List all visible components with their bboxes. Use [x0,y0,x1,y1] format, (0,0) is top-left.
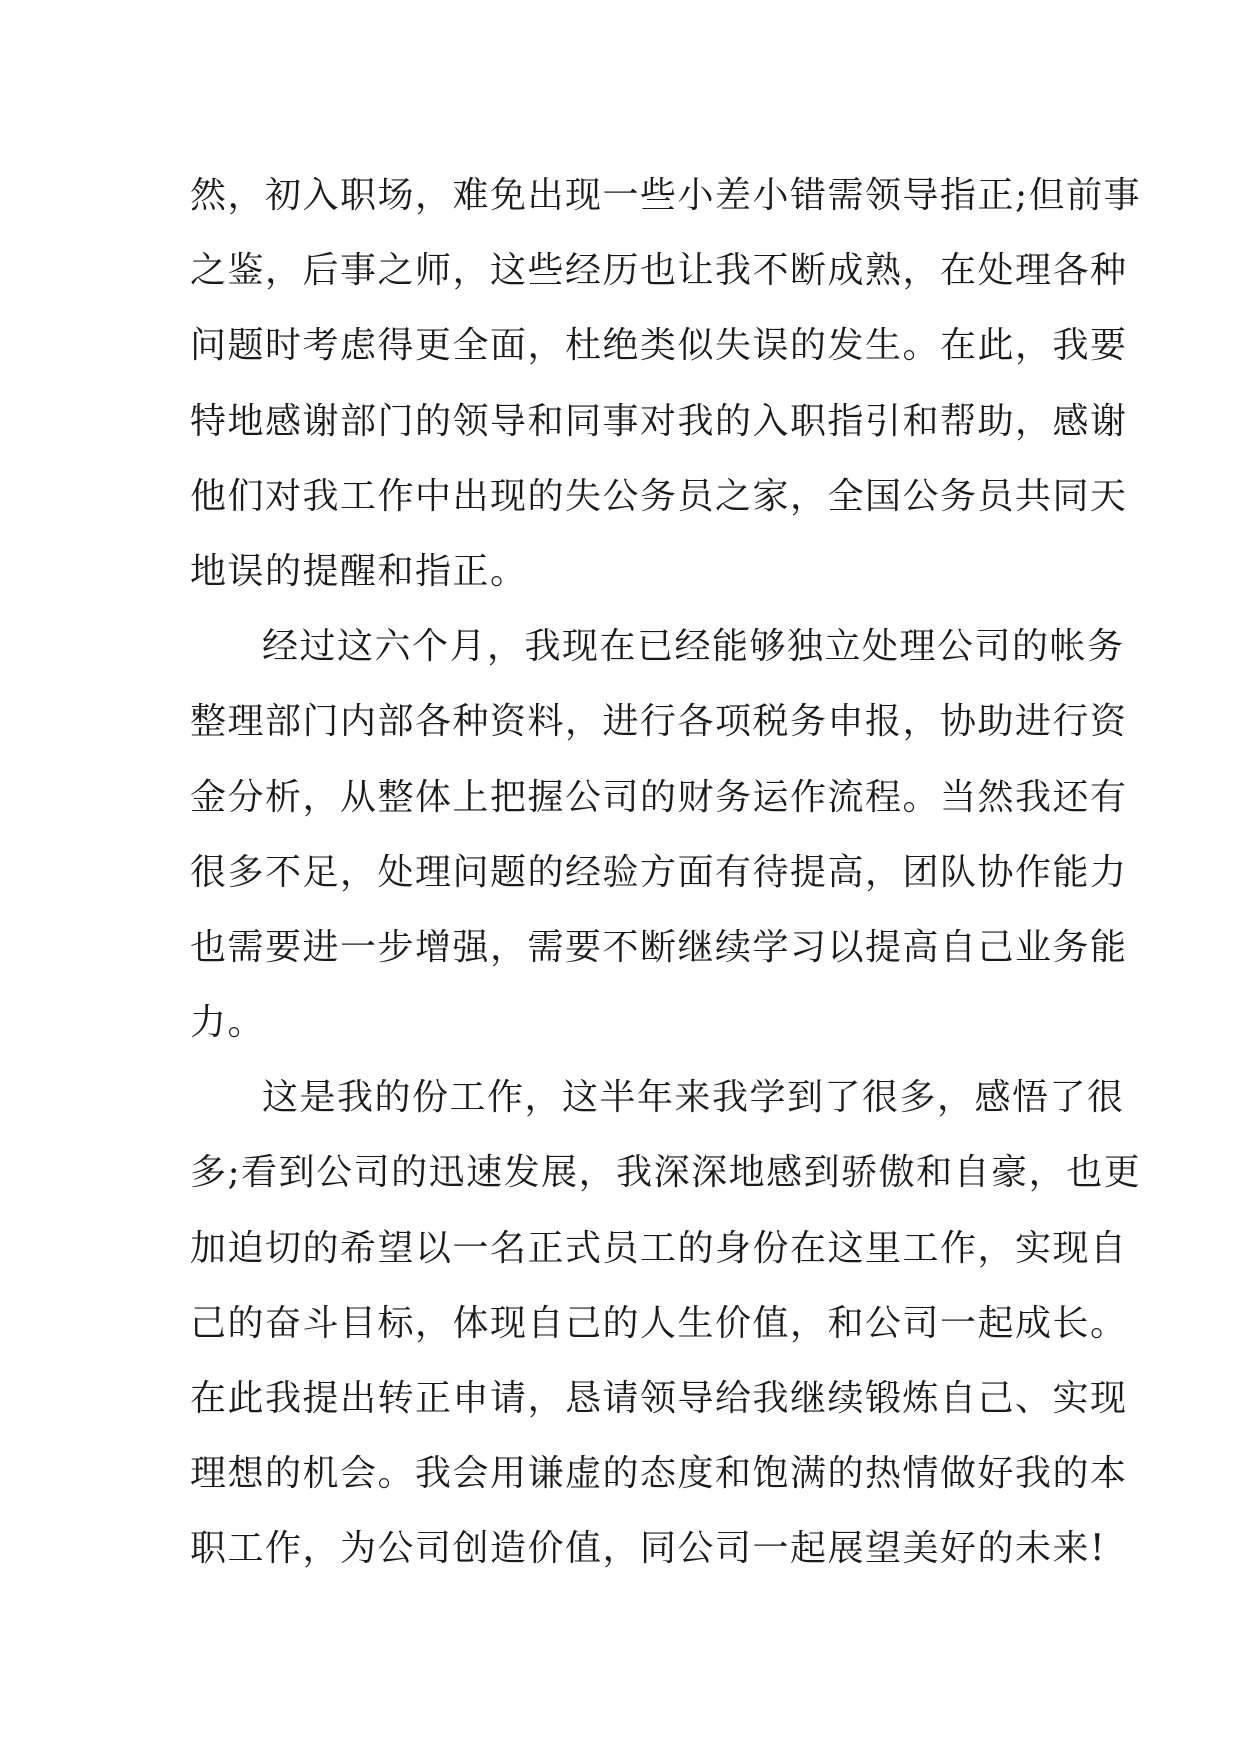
text-line: 他们对我工作中出现的失公务员之家，全国公务员共同天 [190,475,1128,517]
text-line: 力。 [190,1002,266,1044]
text-line: 整理部门内部各种资料，进行各项税务申报，协助进行资 [190,701,1128,743]
text-line: 很多不足，处理问题的经验方面有待提高，团队协作能力 [190,851,1128,893]
text-line: 职工作，为公司创造价值，同公司一起展望美好的未来! [190,1528,1106,1570]
paragraph-first-line: 经过这六个月，我现在已经能够独立处理公司的帐务 [262,626,1125,668]
document-body [190,158,1142,1587]
text-line: 加迫切的希望以一名正式员工的身份在这里工作，实现自 [190,1227,1128,1269]
text-line: 也需要进一步增强，需要不断继续学习以提高自己业务能 [190,926,1128,968]
text-line: 己的奋斗目标，体现自己的人生价值，和公司一起成长。 [190,1302,1128,1344]
text-line: 特地感谢部门的领导和同事对我的入职指引和帮助，感谢 [190,400,1128,442]
text-line: 多;看到公司的迅速发展，我深深地感到骄傲和自豪，也更 [190,1152,1142,1194]
text-line: 金分析，从整体上把握公司的财务运作流程。当然我还有 [190,776,1128,818]
text-line: 之鉴，后事之师，这些经历也让我不断成熟，在处理各种 [190,250,1128,292]
text-line: 问题时考虑得更全面，杜绝类似失误的发生。在此，我要 [190,325,1128,367]
text-line: 然，初入职场，难免出现一些小差小错需领导指正;但前事 [190,175,1142,216]
paragraph-first-line: 这是我的份工作，这半年来我学到了很多，感悟了很 [262,1077,1125,1119]
text-line: 地误的提醒和指正。 [190,550,528,592]
text-line: 理想的机会。我会用谦虚的态度和饱满的热情做好我的本 [190,1453,1128,1495]
text-line: 在此我提出转正申请，恳请领导给我继续锻炼自己、实现 [190,1378,1128,1419]
